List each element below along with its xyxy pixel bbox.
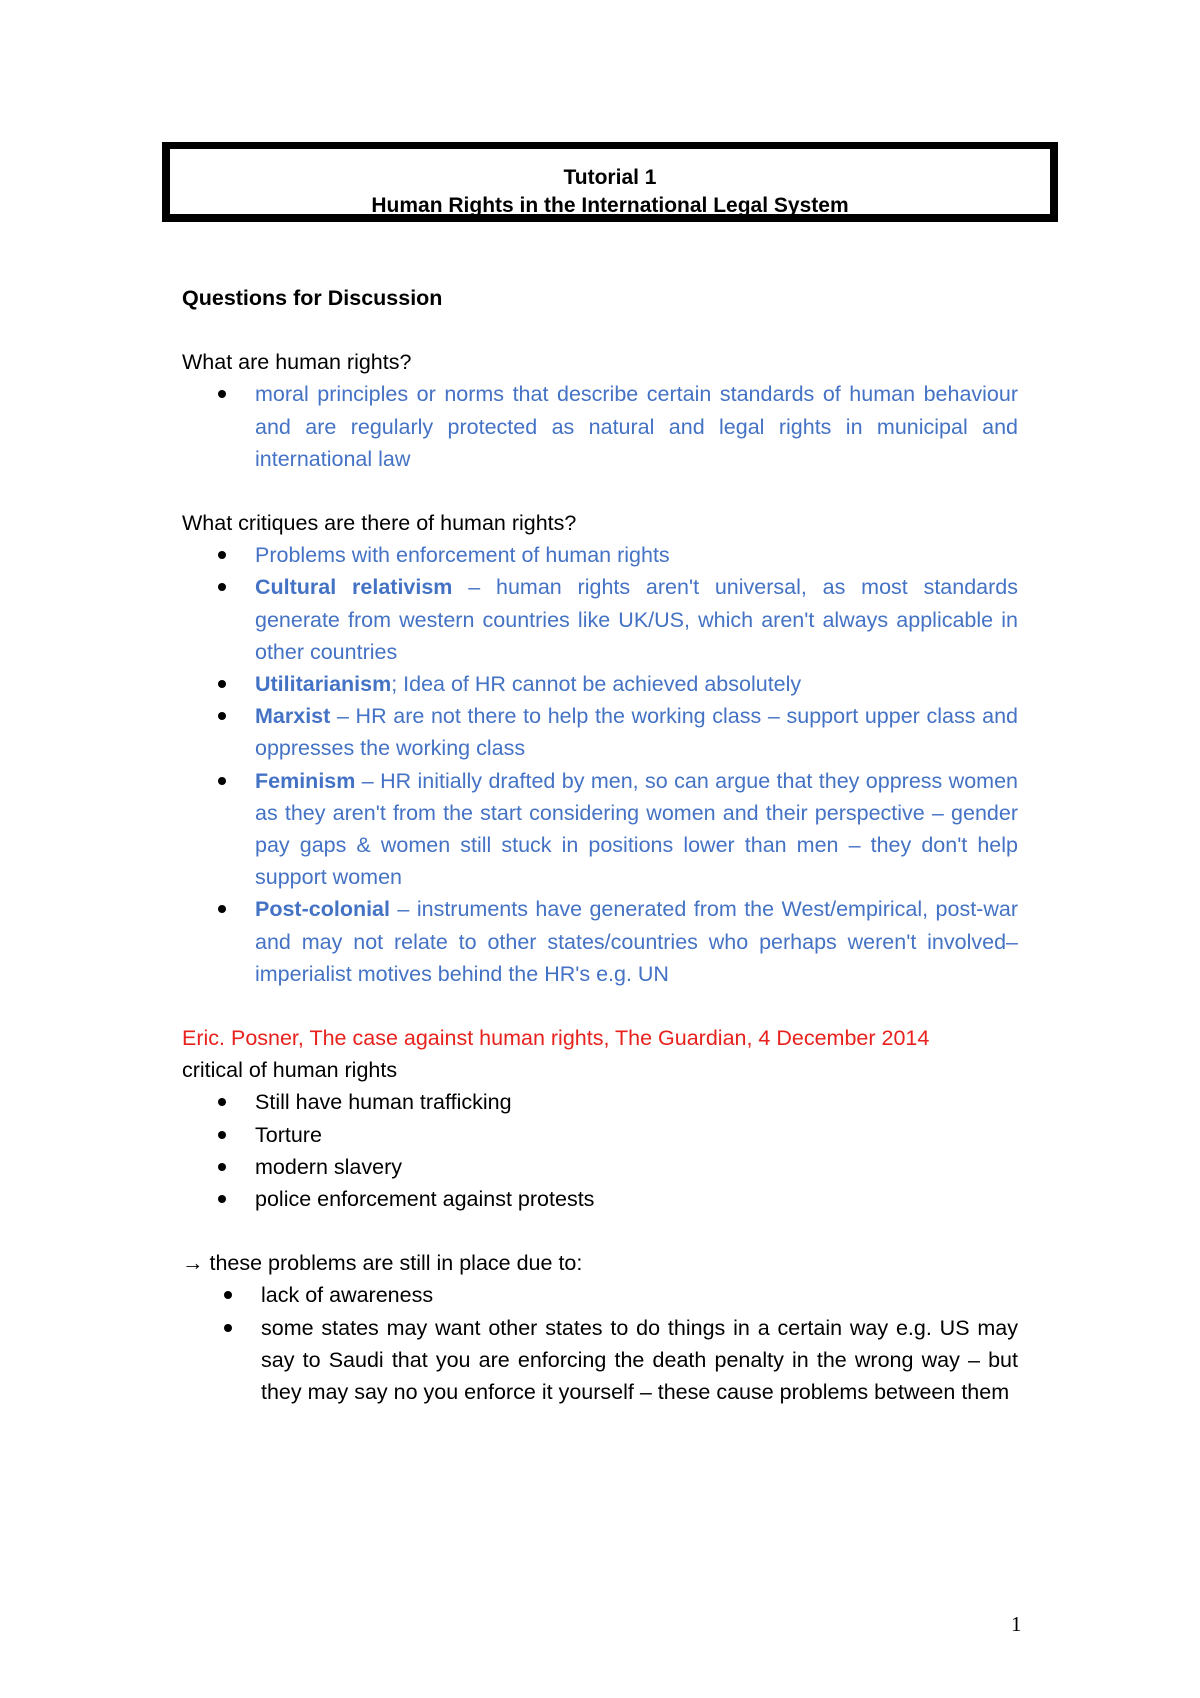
critique-text: – human rights aren't universal, as most standards generate from western countries like UK/US, which aren't always applicable in other countries [255, 575, 1019, 664]
list-item [182, 765, 1018, 894]
critique-text: – HR initially drafted by men, so can argue that they oppress women as they aren't from the start considering women and their perspective – gender pay gaps & women still stuck in positions lower than men – they don't help support women [255, 768, 1018, 890]
page-number: 1 [1011, 1612, 1022, 1636]
critique-text: ; Idea of HR cannot be achieved absolutely [391, 672, 802, 697]
causes-list [182, 1279, 1018, 1408]
list-item: Torture [182, 1119, 1018, 1151]
list-item: some states may want other states to do things in a certain way e.g. US may say to Saudi that you are enforcing the death penalty in the wrong way – but they may say no you enforce it yourself – these cause problems between them [182, 1312, 1018, 1409]
list-item: modern slavery [182, 1151, 1018, 1183]
list-item: moral principles or norms that describe certain standards of human behaviour and are regularly protected as natural and legal rights in municipal and international law [182, 378, 1018, 475]
critique-text: – instruments have generated from the West/empirical, post-war and may not relate to other states/countries who perhaps weren't involved– imperialist motives behind the HR's e.g. UN [255, 897, 1018, 986]
list-item: lack of awareness [182, 1279, 1018, 1311]
causes-intro-text: these problems are still in place due to: [203, 1251, 583, 1276]
question-2: What critiques are there of human rights? [182, 511, 577, 536]
critique-term: Marxist [255, 704, 331, 729]
critique-text: – HR are not there to help the working class – support upper class and oppresses the working class [255, 704, 1018, 761]
critique-term: Cultural relativism [255, 575, 453, 600]
critical-list [182, 1086, 1018, 1215]
question-1-answers [182, 378, 1018, 475]
causes-intro [182, 1247, 1018, 1279]
critical-intro: critical of human rights [182, 1058, 398, 1083]
list-item: police enforcement against protests [182, 1183, 1018, 1215]
list-item [182, 893, 1018, 990]
arrow-icon: → [182, 1251, 204, 1276]
title-box [162, 142, 1058, 222]
list-item [182, 668, 1018, 700]
critique-term: Post-colonial [255, 897, 390, 922]
critique-term: Utilitarianism [255, 672, 392, 697]
reference-citation: Eric. Posner, The case against human rights, The Guardian, 4 December 2014 [182, 1026, 930, 1051]
tutorial-title: Human Rights in the International Legal System [371, 194, 849, 217]
list-item: Problems with enforcement of human rights [182, 539, 1018, 571]
list-item [182, 700, 1018, 764]
document-body [182, 282, 1018, 1408]
tutorial-number: Tutorial 1 [563, 166, 657, 189]
critiques-list [182, 539, 1018, 990]
critique-term: Feminism [255, 768, 356, 793]
list-item [182, 571, 1018, 668]
section-heading: Questions for Discussion [182, 286, 443, 310]
question-1: What are human rights? [182, 350, 412, 375]
list-item: Still have human trafficking [182, 1086, 1018, 1118]
